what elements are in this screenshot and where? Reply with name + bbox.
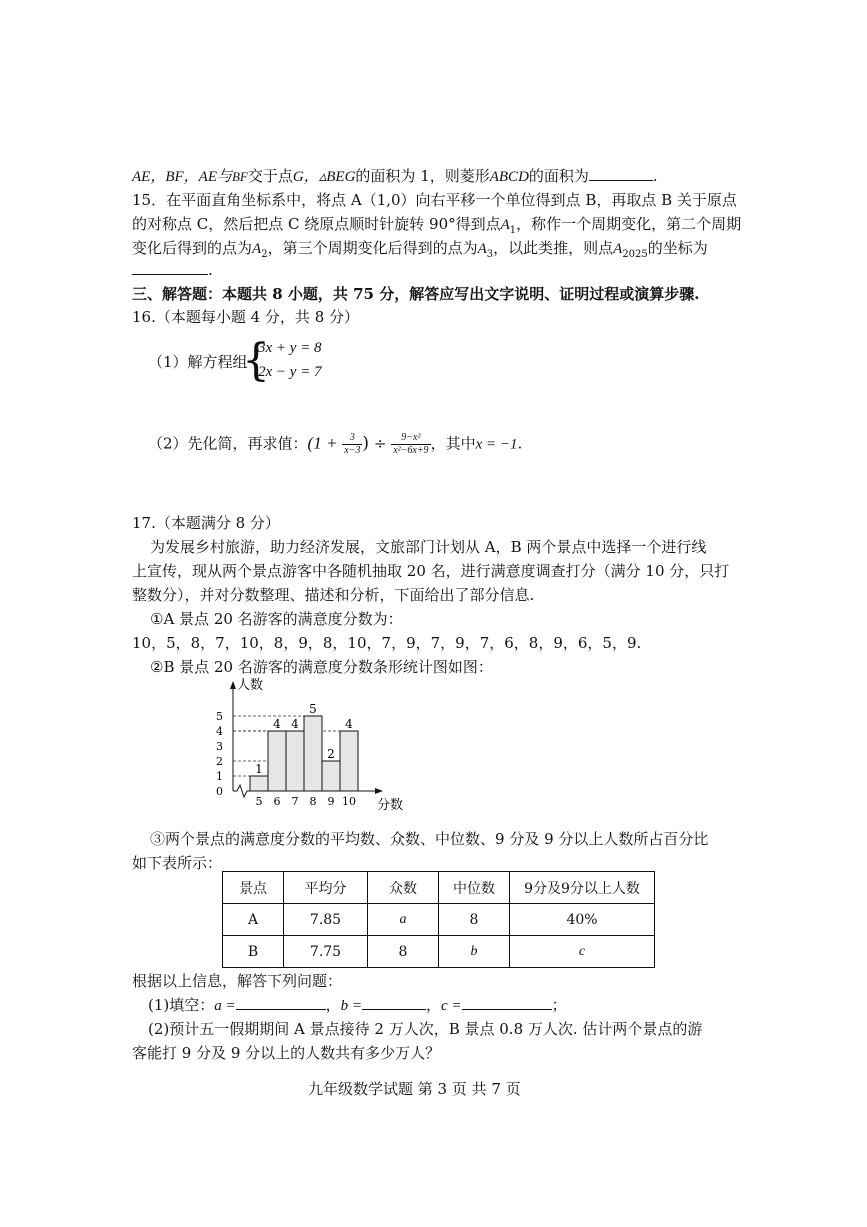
q14-text-3: 交于点 <box>247 167 293 185</box>
q16-system-brace: { <box>242 335 270 386</box>
q15-answer-blank[interactable] <box>132 260 208 275</box>
x-tick-label: 8 <box>309 795 317 808</box>
q14-text-2: BF <box>231 169 248 184</box>
bar-value-label: 4 <box>345 717 353 731</box>
q15-l3-e: ，以此类推，则点 <box>493 239 614 257</box>
table-cell: b <box>439 936 510 968</box>
answer-blank-b[interactable] <box>362 995 426 1010</box>
q16-frac1-den: x−3 <box>344 445 361 456</box>
table-cell: c <box>510 936 655 968</box>
q15-l3-sub2: 3 <box>486 249 494 260</box>
y-tick-label: 3 <box>216 740 223 753</box>
q17-header: 17.（本题满分 8 分） <box>132 514 280 532</box>
q16-frac1-num: 3 <box>342 432 362 445</box>
q16-div-sign: ÷ <box>373 434 387 453</box>
page-footer: 九年级数学试题 第 3 页 共 7 页 <box>308 1080 521 1098</box>
q17-para-1: 为发展乡村旅游，助力经济发展，文旅部门计划从 A，B 两个景点中选择一个进行线 <box>150 538 707 556</box>
bar-value-label: 4 <box>291 717 299 731</box>
table-cell: 40% <box>510 904 655 936</box>
q16-expr-open: (1 + <box>307 433 338 453</box>
q16-end: . <box>517 434 523 453</box>
q14-tail <box>132 166 658 187</box>
table-header-cell: 平均分 <box>284 872 368 904</box>
table-cell: A <box>223 904 284 936</box>
bar-value-label: 5 <box>309 702 317 716</box>
table-header-cell: 9分及9分以上人数 <box>510 872 655 904</box>
table-cell: 7.85 <box>284 904 368 936</box>
answer-blank-c[interactable] <box>462 995 552 1010</box>
table-row <box>223 904 655 936</box>
q15-l3-a: 变化后得到的点为 <box>132 239 253 257</box>
table-header-cell: 众数 <box>368 872 439 904</box>
table-header-row <box>223 872 655 904</box>
q15-l2-a: 的对称点 C，然后把点 C 绕原点顺时针旋转 90°得到点 <box>132 215 501 233</box>
bar-value-label: 2 <box>327 747 335 761</box>
q17-para-3: 整数分），并对分数整理、描述和分析，下面给出了部分信息. <box>132 586 535 604</box>
answer-blank-a[interactable] <box>236 995 326 1010</box>
table-cell: B <box>223 936 284 968</box>
q15-l3-sub3: 2025 <box>622 249 648 260</box>
table-cell: a <box>368 904 439 936</box>
q15-l4-end: . <box>208 261 213 279</box>
q14-text-8: 的面积为 <box>528 167 589 185</box>
q14-text-5: ▵BEG <box>318 169 356 185</box>
q15-line-1: 15．在平面直角坐标系中，将点 A（1,0）向右平移一个单位得到点 B，再取点 B 关于原点 <box>132 191 737 209</box>
q17-para-2: 上宣传，现从两个景点游客中各随机抽取 20 名，进行满意度调查打分（满分 10 分，只打 <box>132 562 730 580</box>
x-tick-label: 7 <box>291 795 299 808</box>
q15-l3-sub: 2 <box>261 249 268 260</box>
q16-header: 16.（本题每小题 4 分，共 8 分） <box>132 308 360 326</box>
q14-text-9: . <box>652 167 658 185</box>
q17-sub1-d: b = <box>340 998 363 1014</box>
q15-l3-g: 的坐标为 <box>647 239 708 257</box>
q14-text-7: ABCD <box>489 169 529 185</box>
q17-item-3-line-1: ③两个景点的满意度分数的平均数、众数、中位数、9 分及 9 分以上人数所占百分比 <box>150 830 709 848</box>
y-axis-arrow <box>230 681 236 689</box>
q15-l2-b: A <box>500 217 510 233</box>
section3-title: 三、解答题：本题共 8 小题，共 75 分，解答应写出文字说明、证明过程或演算步骤. <box>132 285 700 303</box>
q16-part1-label: （1）解方程组 <box>148 353 248 371</box>
q15-l2-c: ，称作一个周期变化，第二个周期 <box>516 215 742 233</box>
bar <box>340 731 358 791</box>
q16-x-value: x = −1 <box>475 436 518 453</box>
table-header-cell: 景点 <box>223 872 284 904</box>
bar <box>322 761 340 791</box>
q16-frac2-num: 9−x² <box>391 432 430 445</box>
table-row <box>223 936 655 968</box>
q16-frac2-den: x²−6x+9 <box>393 445 429 456</box>
q15-l2-sub: 1 <box>509 225 517 236</box>
q17-sub1-a: (1)填空： <box>148 996 215 1014</box>
x-axis-title: 分数 <box>377 798 404 813</box>
q17-sub1-c: ， <box>325 996 341 1014</box>
x-tick-label: 5 <box>255 795 263 808</box>
q16-part2 <box>148 432 522 457</box>
x-tick-label: 10 <box>342 795 356 808</box>
q15-line-2 <box>132 214 741 241</box>
x-tick-label: 9 <box>327 795 335 808</box>
stats-table <box>222 871 655 968</box>
q16-frac1 <box>342 432 362 457</box>
y-tick-label: 1 <box>216 770 223 783</box>
q17-after-table: 根据以上信息，解答下列问题： <box>132 972 343 990</box>
y-tick-label: 0 <box>216 785 223 798</box>
table-cell: 8 <box>368 936 439 968</box>
bar <box>304 716 322 791</box>
q17-sub1-f: c = <box>441 998 462 1014</box>
q17-sub1-g: ； <box>551 996 567 1014</box>
q17-item-3-line-2: 如下表所示： <box>132 854 223 872</box>
x-tick-label: 6 <box>273 795 281 808</box>
q14-text-6: 的面积为 1，则菱形 <box>355 167 490 185</box>
q15-line-4 <box>132 260 213 280</box>
y-axis-title: 人数 <box>237 678 264 693</box>
table-cell: 7.75 <box>284 936 368 968</box>
chart-bars <box>250 716 358 791</box>
q16-expr-close: ) <box>362 433 370 454</box>
q17-sub1-b: a = <box>214 998 236 1014</box>
q15-l3-c: ，第三个周期变化后得到的点为 <box>267 239 478 257</box>
q15-l3-b: A <box>252 241 262 257</box>
q16-frac2 <box>391 432 430 457</box>
bar <box>286 731 304 791</box>
q17-sub1-e: ， <box>426 996 442 1014</box>
q15-line-3 <box>132 238 708 265</box>
q14-text-1: AE，BF，AE与 <box>132 169 232 185</box>
bar-value-label: 1 <box>255 762 263 776</box>
bar <box>268 731 286 791</box>
y-tick-label: 4 <box>216 725 223 738</box>
y-tick-label: 5 <box>216 710 223 723</box>
bar <box>250 776 268 791</box>
bar-chart <box>205 675 405 815</box>
q17-item-1: ①A 景点 20 名游客的满意度分数为： <box>150 610 403 628</box>
bar-value-label: 4 <box>273 717 281 731</box>
q15-l3-f: A <box>613 241 623 257</box>
q17-item-2: ②B 景点 20 名游客的满意度分数条形统计图如图： <box>150 658 493 676</box>
q17-sub-1 <box>148 995 567 1016</box>
q16-part2-label: （2）先化简，再求值： <box>148 434 308 453</box>
q17-sub-2-line-2: 客能打 9 分及 9 分以上的人数共有多少万人？ <box>132 1044 441 1062</box>
y-tick-label: 2 <box>216 755 223 768</box>
q16-eq2: 2x − y = 7 <box>258 364 322 380</box>
q15-l3-d: A <box>477 241 487 257</box>
q16-expr-tail: ，其中 <box>430 434 476 453</box>
q16-eq1: 3x + y = 8 <box>258 340 322 356</box>
table-cell: 8 <box>439 904 510 936</box>
q14-answer-blank[interactable] <box>589 166 653 181</box>
q17-sub-2-line-1: (2)预计五一假期期间 A 景点接待 2 万人次，B 景点 0.8 万人次. 估计两个景点的游 <box>148 1020 703 1038</box>
x-axis-arrow <box>375 788 383 794</box>
table-header-cell: 中位数 <box>439 872 510 904</box>
q14-text-4: G， <box>292 169 319 185</box>
q17-scores: 10，5，8，7，10，8，9，8，10，7，9，7，9，7，6，8，9，6，5，9. <box>132 634 642 652</box>
